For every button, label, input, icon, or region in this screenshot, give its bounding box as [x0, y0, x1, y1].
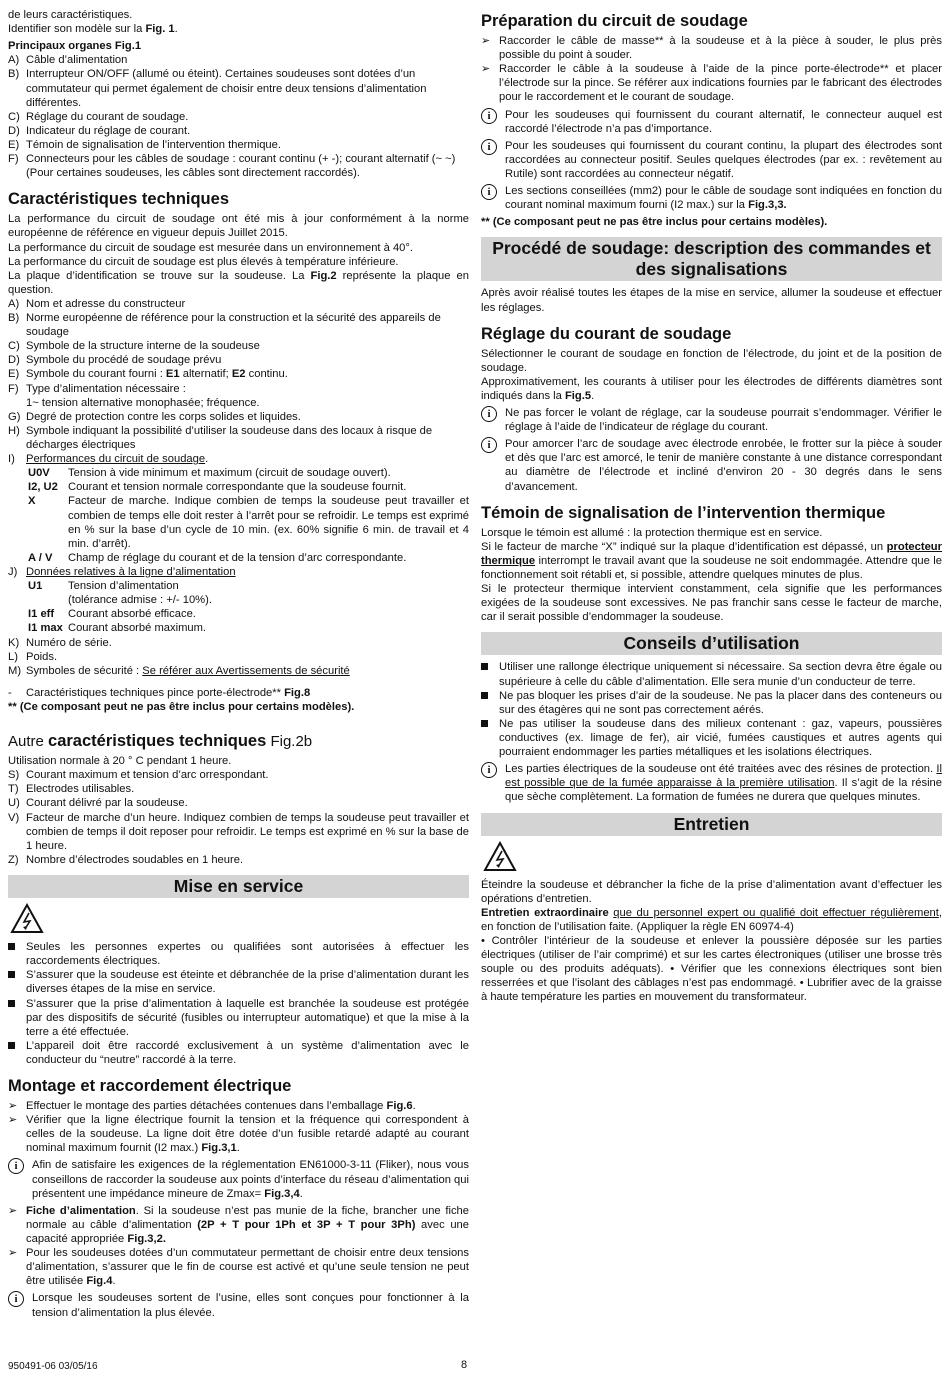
list-item: H) Symbole indiquant la possibilité d’utiliser la soudeuse dans des locaux à risque de décharges électriques — [8, 424, 433, 452]
list-item: F) Type d’alimentation nécessaire : 1~ tension alternative monophasée; fréquence. — [8, 382, 260, 409]
info-note: i Pour amorcer l’arc de soudage avec électrode enrobée, le frotter sur la pièce à souder et dès que l’arc est amorcé, le tenir de manière constante à une distance correspondant au diamètre de l’électrode et incliné d’environ 20 - 30 degrés dans le sens d’avancement. — [481, 437, 942, 493]
list-item: Ne pas bloquer les prises d’air de la soudeuse. Ne pas la placer dans des conteneurs ou sur des étagères qui ne sont pas correctement aérés. — [481, 689, 942, 717]
list-item: ➢ Fiche d’alimentation. Si la soudeuse n’est pas munie de la fiche, brancher une fiche normale au câble d’alimentation (2P + T pour 1Ph et 3P + T pour 3Ph) avec une capacité appropriée Fig.3,2. — [8, 1204, 469, 1245]
entretien-title: Entretien — [481, 813, 942, 836]
list-item: M) Symboles de sécurité : Se référer aux Avertissements de sécurité — [8, 664, 350, 677]
tech-p1: La performance du circuit de soudage ont été mis à jour conformément à la norme européenne de référence en vigueur depuis Juillet 2015. — [8, 213, 469, 240]
info-icon: i — [8, 1158, 24, 1174]
info-note: i Les parties électriques de la soudeuse ont été traitées avec des résines de protection. Il est possible que de la fumée apparaisse à la première utilisation. Il s’agit de la résine que sèche complètement. La formation de fumées ne durera que quelques minutes. — [481, 762, 942, 804]
sub-item: I1 eff Courant absorbé efficace. — [28, 608, 196, 621]
conseils-title: Conseils d’utilisation — [481, 632, 942, 655]
info-icon: i — [481, 139, 497, 155]
list-item: I) Performances du circuit de soudage. — [8, 453, 209, 466]
intro-line2: Identifier son modèle sur la Fig. 1. — [8, 23, 178, 36]
temoin-p3: Si le protecteur thermique intervient constamment, cela signifie que les performances exigées de la soudeuse sont excessives. Ne pas franchir sans cesse le facteur de marche, car il serait possible d’endommager la soudeuse. — [481, 583, 942, 624]
info-icon: i — [8, 1291, 24, 1307]
temoin-p1: Lorsque le témoin est allumé : la protection thermique est en service. — [481, 526, 823, 539]
list-item: K) Numéro de série. — [8, 636, 112, 649]
electrical-warning-icon — [10, 903, 469, 938]
list-item: D) Symbole du procédé de soudage prévu — [8, 354, 222, 367]
list-item: C) Réglage du courant de soudage. — [8, 110, 189, 123]
page-number: 8 — [461, 1359, 468, 1371]
list-item: L) Poids. — [8, 650, 58, 663]
info-icon: i — [481, 762, 497, 778]
list-item: ➢ Raccorder le câble à la soudeuse à l’aide de la pince porte-électrode** et placer l’électrode sur la pince. Se référer aux indications fournies par le fabricant des électrodes pour le raccordement et le courant de soudage. — [481, 63, 942, 104]
sub-item: (tolérance admise : +/- 10%). — [68, 594, 212, 607]
list-item: C) Symbole de la structure interne de la soudeuse — [8, 340, 260, 353]
list-item: E) Symbole du courant fourni : E1 alternatif; E2 continu. — [8, 368, 288, 381]
list-item: - Caractéristiques techniques pince porte-électrode** Fig.8 — [8, 686, 311, 699]
info-icon: i — [481, 108, 497, 124]
entretien-p3: • Contrôler l’intérieur de la soudeuse et enlever la poussière déposée sur les parties électriques (utiliser de l’air comprimé) et sur les cartes électroniques (utiliser une brosse très souple ou des produits adéquats). • Vérifier que les connexions électriques sont bien resserrées et que l’isolant des câblages n’est pas endommagé. • Lubrifier avec de la graisse à haute température les parties en mouvement du transformateur. — [481, 935, 942, 1004]
list-item: A) Nom et adresse du constructeur — [8, 297, 186, 310]
reglage-p1: Sélectionner le courant de soudage en fonction de l’électrode, du joint et de la position de soudage. — [481, 347, 942, 374]
right-column — [481, 8, 942, 1005]
list-item: J) Données relatives à la ligne d’alimentation — [8, 566, 236, 579]
info-note: i Lorsque les soudeuses sortent de l’usine, elles sont conçues pour fonctionner à la tension d’alimentation la plus élevée. — [8, 1291, 469, 1319]
info-note: i Afin de satisfaire les exigences de la réglementation EN61000-3-11 (Fliker), nous vous conseillons de raccorder la soudeuse aux points d’interface du réseau d’alimentation qui présentent une impédance mineure de Zmax= Fig.3,4. — [8, 1158, 469, 1200]
component-note: ** (Ce composant peut ne pas être inclus pour certains modèles). — [8, 701, 355, 713]
tech-p2: La performance du circuit de soudage est mesurée dans un environnement à 40°. — [8, 241, 413, 254]
list-item: Ne pas utiliser la soudeuse dans des milieux contenant : gaz, vapeurs, poussières conductives (ex. limage de fer), air vicié, fumées caustiques et autres agents qui pourraient endommager les parties métalliques et les isolations électriques. — [481, 717, 942, 759]
electrical-warning-icon — [483, 841, 942, 876]
procede-title: Procédé de soudage: description des commandes et des signalisations — [481, 237, 942, 281]
list-item: Seules les personnes expertes ou qualifiées sont autorisées à effectuer les raccordements électriques. — [8, 940, 469, 968]
tech-p4: La plaque d’identification se trouve sur la soudeuse. La Fig.2 représente la plaque en question. — [8, 269, 469, 296]
list-item: T) Electrodes utilisables. — [8, 783, 135, 796]
list-item: S) Courant maximum et tension d’arc orrespondant. — [8, 769, 269, 782]
sub-item: X Facteur de marche. Indique combien de temps la soudeuse peut travailler et combien de temps elle doit rester à l’arrêt pour se refroidir. Le temps est exprimé en % sur la base d’un cycle de 10 min. (ex. 60% signifie 6 min. de travail et 4 min. d’arrêt). — [28, 495, 469, 550]
montage-title: Montage et raccordement électrique — [8, 1077, 292, 1096]
list-item: A) Câble d’alimentation — [8, 54, 128, 67]
list-item: F) Connecteurs pour les câbles de soudage : courant continu (+ -); courant alternatif (~ ~) (Pour certaines soudeuses, les câbles sont directement raccordés). — [8, 153, 456, 180]
list-item: V) Facteur de marche d’un heure. Indiquez combien de temps la soudeuse peut travailler et combien de temps il doit reposer pour refroidir. Le temps est exprimé en % sur la base de 1 heure. — [8, 811, 469, 852]
tech-p3: La performance du circuit de soudage est plus élevés à température inférieure. — [8, 255, 399, 268]
procede-p1: Après avoir réalisé toutes les étapes de la mise en service, allumer la soudeuse et effectuer les réglages. — [481, 287, 942, 314]
info-icon: i — [481, 437, 497, 453]
other-p1: Utilisation normale à 20 ° C pendant 1 heure. — [8, 755, 232, 768]
list-item: ➢ Pour les soudeuses dotées d’un commutateur permettant de choisir entre deux tensions d’alimentation, s’assurer que le fin de course est activé et qu’une seule tension ne peut être utilisée Fig.4. — [8, 1247, 469, 1288]
info-icon: i — [481, 184, 497, 200]
sub-item: A / V Champ de réglage du courant et de la tension d’arc correspondante. — [28, 551, 407, 564]
prep-title: Préparation du circuit de soudage — [481, 12, 748, 30]
reglage-title: Réglage du courant de soudage — [481, 324, 732, 343]
list-item: D) Indicateur du réglage de courant. — [8, 124, 191, 137]
list-item: Z) Nombre d’électrodes soudables en 1 heure. — [8, 853, 244, 866]
list-item: E) Témoin de signalisation de l’intervention thermique. — [8, 138, 281, 151]
entretien-p2: Entretien extraordinaire que du personnel expert ou qualifié doit effectuer régulièrement, en fonction de l’utilisation faite. (Appliquer la règle EN 60974-4) — [481, 906, 942, 933]
sub-item: I1 max Courant absorbé maximum. — [28, 622, 207, 635]
temoin-title: Témoin de signalisation de l’intervention thermique — [481, 503, 886, 522]
list-item: B) Interrupteur ON/OFF (allumé ou éteint). Certaines soudeuses sont dotées d’un commutateur qui permet également de choisir entre deux tensions d’alimentation différentes. — [8, 68, 427, 109]
info-note: i Ne pas forcer le volant de réglage, car la soudeuse pourrait s’endommager. Vérifier le réglage à l’aide de l’indicateur de réglage du courant. — [481, 406, 942, 434]
info-note: i Pour les soudeuses qui fournissent du courant alternatif, le connecteur auquel est raccordé l’électrode n’a pas d’importance. — [481, 108, 942, 136]
list-item: ➢ Effectuer le montage des parties détachées contenues dans l’emballage Fig.6. — [8, 1100, 416, 1113]
list-item: ➢ Vérifier que la ligne électrique fournit la tension et la fréquence qui correspondent à celles de la soudeuse. La ligne doit être dotée d’un fusible retardé adapté au courant nominal maximum fournit (I2 max.) Fig.3,1. — [8, 1114, 469, 1155]
intro-line1: de leurs caractéristiques. — [8, 9, 133, 21]
list-item: ➢ Raccorder le câble de masse** à la soudeuse et à la pièce à souder, le plus près possible du point à souder. — [481, 34, 942, 62]
info-icon: i — [481, 406, 497, 422]
left-column — [8, 8, 469, 1323]
sub-item: I2, U2 Courant et tension normale correspondante que la soudeuse fournit. — [28, 481, 407, 494]
list-item: L’appareil doit être raccordé exclusivement à un système d’alimentation avec le conducteur du “neutre” raccordé à la terre. — [8, 1039, 469, 1067]
document-code: 950491-06 03/05/16 — [8, 1361, 98, 1372]
entretien-p1: Éteindre la soudeuse et débrancher la fiche de la prise d’alimentation avant d’effectuer les opérations d’entretien. — [481, 878, 942, 905]
organs-list — [8, 53, 469, 180]
sub-item: U1 Tension d’alimentation — [28, 580, 179, 593]
reglage-p2: Approximativement, les courants à utiliser pour les électrodes de différents diamètres sont indiqués dans la Fig.5. — [481, 375, 942, 402]
component-note: ** (Ce composant peut ne pas être inclus pour certains modèles). — [481, 216, 828, 229]
other-title: Autre caractéristiques techniques Fig.2b — [8, 732, 313, 751]
mise-title: Mise en service — [8, 875, 469, 898]
info-note: i Pour les soudeuses qui fournissent du courant continu, la plupart des électrodes sont raccordées au connecteur positif. Seules quelques électrodes (par ex. : revêtement au Rutile) sont raccordées au connecteur négatif. — [481, 139, 942, 181]
temoin-p2: Si le facteur de marche “X” indiqué sur la plaque d’identification est dépassé, un protecteur thermique interrompt le travail avant que la soudeuse ne soit endommagée. Attendre que le fonctionnement soit rétabli et, si possible, attendre quelques minutes de plus. — [481, 540, 942, 581]
organs-title: Principaux organes Fig.1 — [8, 40, 142, 53]
list-item: S’assurer que la prise d’alimentation à laquelle est branchée la soudeuse est protégée par des dispositifs de sécurité (fusibles ou interrupteur automatique) et que la mise à la terre a été effectuée. — [8, 997, 469, 1039]
list-item: Utiliser une rallonge électrique uniquement si nécessaire. Sa section devra être égale ou supérieure à celle du câble d’alimentation. Elle sera munie d’un conducteur de terre. — [481, 660, 942, 688]
sub-item: U0V Tension à vide minimum et maximum (circuit de soudage ouvert). — [28, 467, 391, 480]
tech-title: Caractéristiques techniques — [8, 190, 229, 209]
info-note: i Les sections conseillées (mm2) pour le câble de soudage sont indiquées en fonction du courant nominal maximum fourni (I2 max.) sur la Fig.3,3. — [481, 184, 942, 212]
list-item: G) Degré de protection contre les corps solides et liquides. — [8, 410, 301, 423]
list-item: U) Courant délivré par la soudeuse. — [8, 797, 188, 810]
list-item: B) Norme européenne de référence pour la construction et la sécurité des appareils de soudage — [8, 312, 441, 339]
list-item: S’assurer que la soudeuse est éteinte et débranchée de la prise d’alimentation durant les diverses étapes de la mise en service. — [8, 968, 469, 996]
